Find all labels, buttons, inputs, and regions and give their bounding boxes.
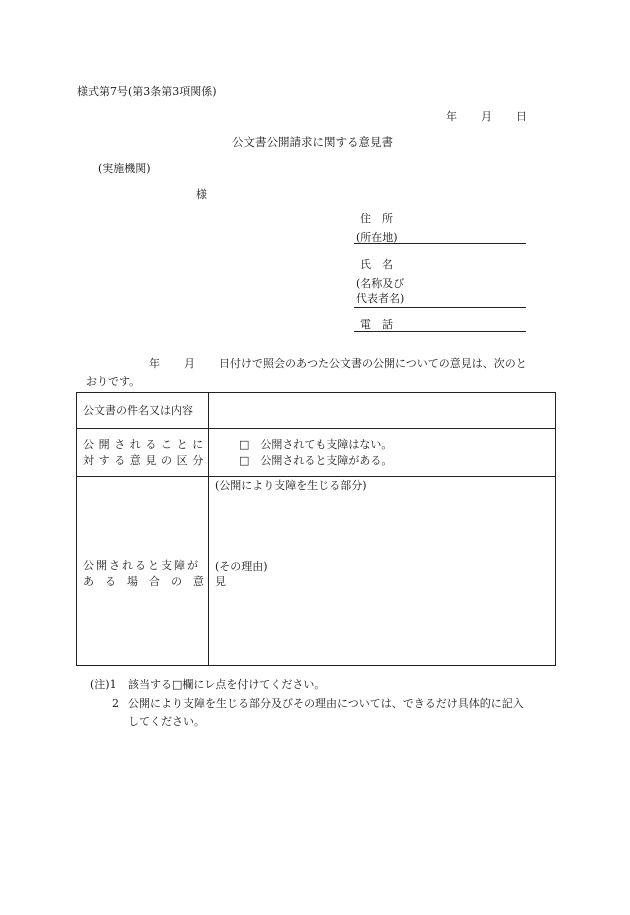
note-prefix: (注)1 (90, 678, 117, 691)
name-sub-label-line1: (名称及び (356, 277, 405, 290)
date-day-label: 日 (516, 110, 527, 123)
body-month-label: 月 (184, 357, 195, 370)
date-month-label: 月 (481, 110, 492, 123)
note-1-text: 該当する□欄にレ点を付けてください。 (128, 678, 326, 691)
document-title: 公文書公開請求に関する意見書 (232, 135, 393, 149)
row1-label: 公文書の件名又は内容 (83, 404, 193, 417)
agency-label: (実施機関) (98, 162, 151, 175)
row3-label-line1: 公開されると支障が (83, 559, 200, 572)
row3-label-line2: ある場合の意見 (83, 575, 237, 588)
name-underline (354, 307, 526, 308)
address-label: 住 所 (360, 212, 393, 225)
phone-label: 電 話 (360, 318, 393, 331)
option-no-hindrance[interactable]: □ 公開されても支障はない。 (239, 438, 393, 451)
reason-label: (その理由) (215, 560, 268, 573)
table-row-divider-2 (77, 476, 555, 477)
row2-label-line2: 対する意見の区分 (83, 454, 208, 467)
note-2-text-line1: 公開により支障を生じる部分及びその理由については、できるだけ具体的に記入 (128, 697, 524, 710)
opinion-table (76, 392, 556, 666)
address-sub-label: (所在地) (356, 231, 398, 244)
body-year-label: 年 (149, 357, 160, 370)
form-number: 様式第7号(第3条第3項関係) (77, 85, 217, 98)
phone-underline (354, 331, 526, 332)
note-2-text-line2: してください。 (128, 715, 205, 728)
table-column-divider (208, 393, 209, 665)
body-text-line2: おりです。 (86, 375, 141, 388)
row2-label-line1: 公開されることに (83, 438, 208, 451)
note-2-number: 2 (112, 697, 119, 710)
table-row-divider-1 (77, 428, 555, 429)
date-year-label: 年 (446, 110, 457, 123)
honorific-label: 様 (196, 188, 207, 201)
name-label: 氏 名 (360, 258, 393, 271)
address-underline (354, 243, 526, 244)
name-sub-label-line2: 代表者名) (356, 292, 405, 305)
body-text-line1: 日付けで照会のあつた公文書の公開についての意見は、次のと (219, 357, 527, 370)
option-hindrance[interactable]: □ 公開されると支障がある。 (239, 454, 393, 467)
affected-part-label: (公開により支障を生じる部分) (215, 479, 367, 492)
